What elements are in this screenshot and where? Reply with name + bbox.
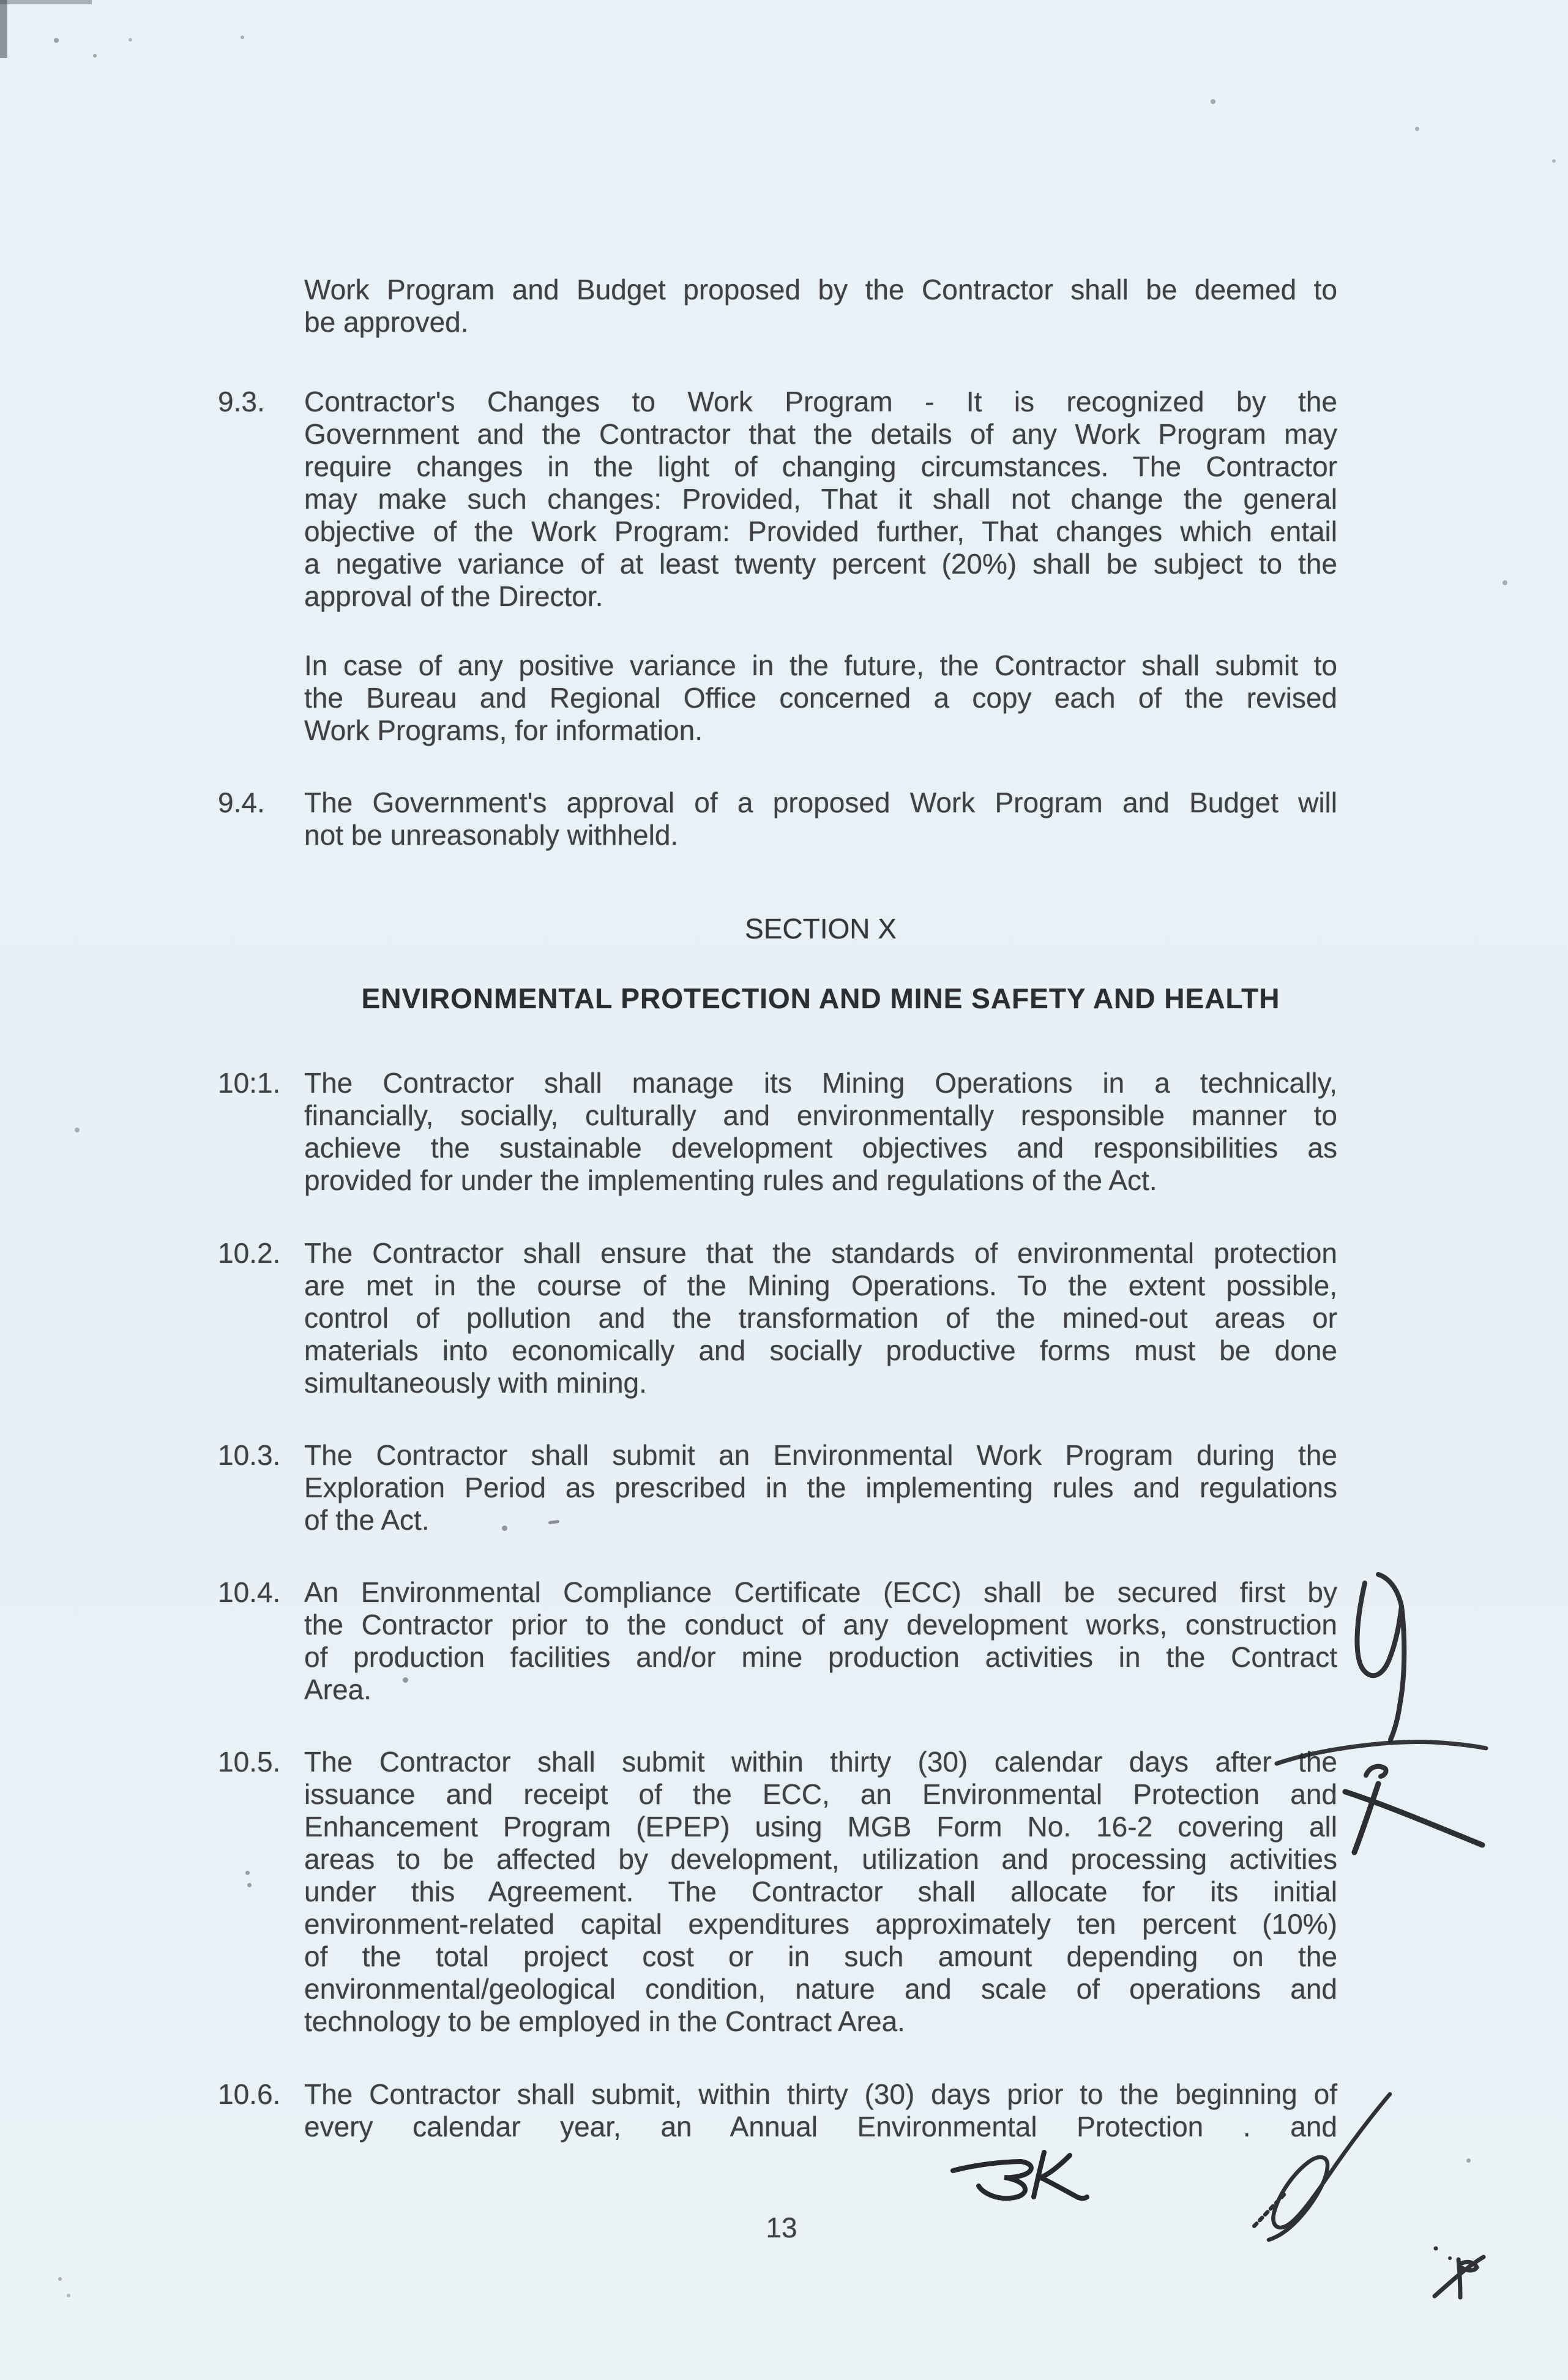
paragraph-line: of the total project cost or in such amount depending on the [304, 1940, 1337, 1972]
paragraph-line: In case of any positive variance in the future, the Contractor shall submit to [304, 649, 1337, 681]
paragraph-line: The Contractor shall ensure that the standards of environmental protection [304, 1237, 1337, 1269]
scan-speck [67, 2294, 70, 2297]
clause-number: 10.6. [218, 2078, 281, 2110]
scan-speck [1503, 580, 1507, 585]
strike-line-icon [1277, 1742, 1486, 1764]
paragraph-line: materials into economically and socially productive forms must be done [304, 1334, 1337, 1366]
paragraph-line: An Environmental Compliance Certificate (ECC) shall be secured first by [304, 1576, 1337, 1608]
paragraph-line: The Contractor shall manage its Mining Operations in a technically, [304, 1067, 1337, 1099]
clause-number: 10.5. [218, 1746, 281, 1778]
paragraph-line: Exploration Period as prescribed in the implementing rules and regulations [304, 1472, 1337, 1503]
scan-speck [75, 1128, 80, 1132]
paragraph-line: simultaneously with mining. [304, 1367, 647, 1399]
paragraph-line: be approved. [304, 306, 469, 338]
section-title: ENVIRONMENTAL PROTECTION AND MINE SAFETY AND HEALTH [361, 982, 1280, 1014]
clause-number: 10.4. [218, 1576, 281, 1608]
scan-speck [241, 36, 244, 39]
paragraph-line: The Contractor shall submit, within thirty (30) days prior to the beginning of [304, 2078, 1337, 2110]
paragraph-line: The Government's approval of a proposed Work Program and Budget will [304, 787, 1337, 818]
clause-number: 10:1. [218, 1067, 281, 1099]
paragraph-line: Government and the Contractor that the details of any Work Program may [304, 418, 1337, 450]
paragraph-line: every calendar year, an Annual Environmental Protection . and [304, 2111, 1337, 2142]
paragraph-line: financially, socially, culturally and environmentally responsible manner to [304, 1099, 1337, 1131]
clause-number: 9.4. [218, 787, 265, 818]
paragraph-line: achieve the sustainable development objectives and responsibilities as [304, 1132, 1337, 1164]
clause-number: 9.3. [218, 386, 265, 417]
paragraph-line: of production facilities and/or mine production activities in the Contract [304, 1641, 1337, 1673]
paragraph-line: Area. [304, 1674, 371, 1705]
paragraph-line: provided for under the implementing rules and regulations of the Act. [304, 1164, 1157, 1196]
paragraph-line: under this Agreement. The Contractor shall allocate for its initial [304, 1876, 1337, 1907]
paragraph-line: The Contractor shall submit an Environmental Work Program during the [304, 1439, 1337, 1471]
paragraph-line: approval of the Director. [304, 580, 603, 612]
scan-speck [93, 54, 97, 58]
page-number: 13 [766, 2212, 797, 2243]
scan-speck [245, 1871, 250, 1875]
scan-speck [502, 1525, 507, 1531]
scan-speck [1211, 99, 1215, 104]
paragraph-line: may make such changes: Provided, That it shall not change the general [304, 483, 1337, 515]
scan-speck [1552, 159, 1556, 163]
cross-mark-icon [1345, 1784, 1482, 1852]
scan-edge-artifact [0, 0, 7, 58]
clause-number: 10.3. [218, 1439, 281, 1471]
paragraph-line: of the Act. [304, 1504, 430, 1536]
scan-speck [58, 2277, 62, 2281]
paragraph-line: the Contractor prior to the conduct of any development works, construction [304, 1609, 1337, 1641]
paragraph-line: technology to be employed in the Contract Area. [304, 2005, 905, 2037]
scan-speck [54, 38, 59, 43]
paragraph-line: objective of the Work Program: Provided further, That changes which entail [304, 515, 1337, 547]
paragraph-line: Contractor's Changes to Work Program - It is recognized by the [304, 386, 1337, 417]
paragraph-line: areas to be affected by development, utilization and processing activities [304, 1843, 1337, 1875]
signature-icon [1253, 2094, 1390, 2240]
scan-speck [1415, 127, 1419, 131]
paragraph-line: issuance and receipt of the ECC, an Environmental Protection and [304, 1778, 1337, 1810]
paragraph-line: require changes in the light of changing circumstances. The Contractor [304, 451, 1337, 482]
paragraph-line: are met in the course of the Mining Operations. To the extent possible, [304, 1270, 1337, 1301]
paragraph-line: environment-related capital expenditures approximately ten percent (10%) [304, 1908, 1337, 1940]
paragraph-line: Work Programs, for information. [304, 714, 703, 746]
paragraph-line: a negative variance of at least twenty percent (20%) shall be subject to the [304, 548, 1337, 580]
paragraph-line: environmental/geological condition, nature and scale of operations and [304, 1973, 1337, 2005]
initials-3k-icon [953, 2152, 1087, 2198]
paragraph-line: the Bureau and Regional Office concerned a copy each of the revised [304, 682, 1337, 714]
paragraph-line: Work Program and Budget proposed by the Contractor shall be deemed to [304, 274, 1337, 305]
corner-mark-icon [1434, 2247, 1484, 2298]
paragraph-line: not be unreasonably withheld. [304, 819, 679, 851]
scan-speck [403, 1677, 408, 1683]
scan-speck [247, 1883, 252, 1887]
paragraph-line: The Contractor shall submit within thirty (30) calendar days after the [304, 1746, 1337, 1778]
scan-edge-artifact [0, 0, 92, 4]
clause-number: 10.2. [218, 1237, 281, 1269]
section-heading: SECTION X [745, 913, 897, 945]
scan-speck [1466, 2158, 1471, 2163]
paragraph-line: control of pollution and the transformation of the mined-out areas or [304, 1302, 1337, 1334]
paragraph-line: Enhancement Program (EPEP) using MGB Form No. 16-2 covering all [304, 1811, 1337, 1843]
scan-speck [129, 38, 132, 42]
